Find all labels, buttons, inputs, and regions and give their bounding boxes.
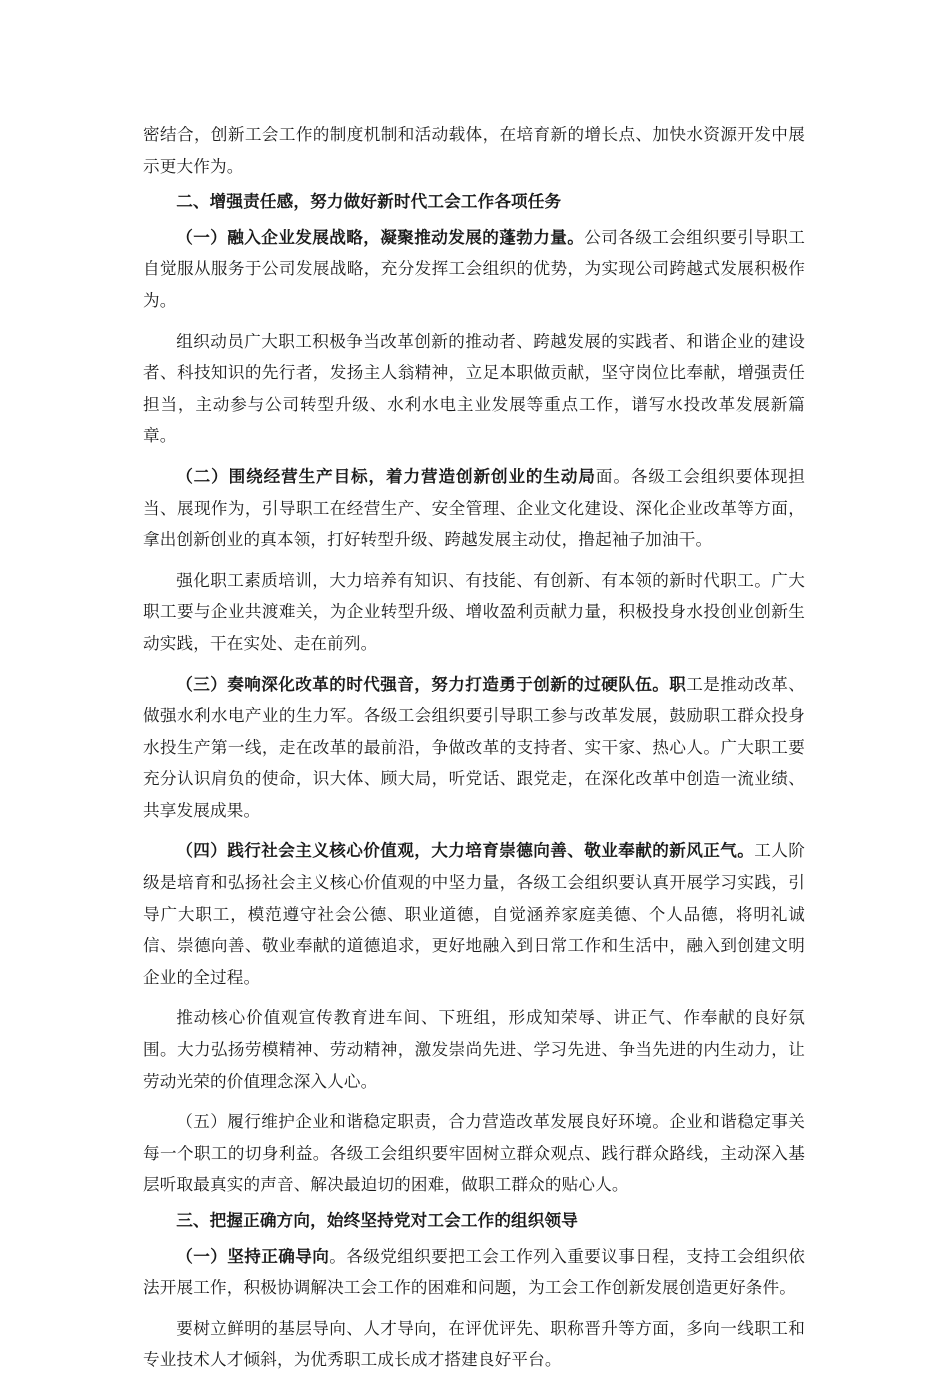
- subheading-1: （一）融入企业发展战略，凝聚推动发展的蓬勃力量。: [176, 226, 585, 247]
- section-heading-2: 二、增强责任感，努力做好新时代工会工作各项任务: [176, 191, 562, 212]
- paragraph-2: 组织动员广大职工积极争当改革创新的推动者、跨越发展的实践者、和谐企业的建设者、科技知识的先行者，发扬主人翁精神，立足本职做贡献，坚守岗位比奉献，增强责任担当，主动参与公司转型升级、水利水电主业发展等重点工作，谱写水投改革发展新篇章。: [143, 331, 805, 446]
- paragraph-1-text: 公司各级工会组织要引导职工自觉服从服务于公司发展战略，充分发挥工会组织的优势，为实现公司跨越式发展积极作为。: [143, 227, 805, 310]
- paragraph-1: [143, 222, 805, 317]
- paragraph-7: 推动核心价值观宣传教育进车间、下班组，形成知荣辱、讲正气、作奉献的良好氛围。大力弘扬劳模精神、劳动精神，激发崇尚先进、学习先进、争当先进的内生动力，让劳动光荣的价值理念深入人心。: [143, 1008, 805, 1091]
- subheading-5: （一）坚持正确导向: [176, 1245, 330, 1266]
- paragraph-6-text: 工人阶级是培育和弘扬社会主义核心价值观的中坚力量，各级工会组织要认真开展学习实践，引导广大职工，模范遵守社会公德、职业道德，自觉涵养家庭美德、个人品德，将明礼诚信、崇德向善、敬业奉献的道德追求，更好地融入到日常工作和生活中，融入到创建文明企业的全过程。: [143, 841, 805, 987]
- paragraph-5-text: 工是推动改革、做强水利水电产业的生力军。各级工会组织要引导职工参与改革发展，鼓励职工群众投身水投生产第一线，走在改革的最前沿，争做改革的支持者、实干家、热心人。广大职工要充分认识肩负的使命，识大体、顾大局，听党话、跟党走，在深化改革中创造一流业绩、共享发展成果。: [143, 674, 805, 820]
- paragraph-3-text: 面。各级工会组织要体现担当、展现作为，引导职工在经营生产、安全管理、企业文化建设、深化企业改革等方面，拿出创新创业的真本领，打好转型升级、跨越发展主动仗，撸起袖子加油干。: [143, 466, 805, 550]
- paragraph-8: （五）履行维护企业和谐稳定职责，合力营造改革发展良好环境。企业和谐稳定事关每一个职工的切身利益。各级工会组织要牢固树立群众观点、践行群众路线，主动深入基层听取最真实的声音、解决最迫切的困难，做职工群众的贴心人。: [143, 1112, 805, 1195]
- paragraph-4: 强化职工素质培训，大力培养有知识、有技能、有创新、有本领的新时代职工。广大职工要与企业共渡难关，为企业转型升级、增收盈利贡献力量，积极投身水投创业创新生动实践，干在实处、走在前列。: [143, 570, 805, 653]
- intro-paragraph: 密结合，创新工会工作的制度机制和活动载体，在培育新的增长点、加快水资源开发中展示更大作为。: [143, 125, 805, 176]
- document-page: [143, 119, 805, 1376]
- section-heading-3: 三、把握正确方向，始终坚持党对工会工作的组织领导: [176, 1210, 579, 1230]
- paragraph-5: [143, 669, 805, 827]
- paragraph-3: [143, 461, 805, 556]
- paragraph-10: 要树立鲜明的基层导向、人才导向，在评优评先、职称晋升等方面，多向一线职工和专业技术人才倾斜，为优秀职工成长成才搭建良好平台。: [143, 1318, 805, 1370]
- paragraph-9: [143, 1241, 805, 1304]
- paragraph-6: [143, 835, 805, 993]
- subheading-2: （二）围绕经营生产目标，着力营造创新创业的生动局: [176, 465, 596, 486]
- paragraph-9-text: 。各级党组织要把工会工作列入重要议事日程，支持工会组织依法开展工作，积极协调解决工会工作的困难和问题，为工会工作创新发展创造更好条件。: [143, 1246, 805, 1298]
- subheading-3: （三）奏响深化改革的时代强音，努力打造勇于创新的过硬队伍。职: [176, 673, 687, 694]
- subheading-4: （四）践行社会主义核心价值观，大力培育崇德向善、敬业奉献的新风正气。: [176, 840, 755, 861]
